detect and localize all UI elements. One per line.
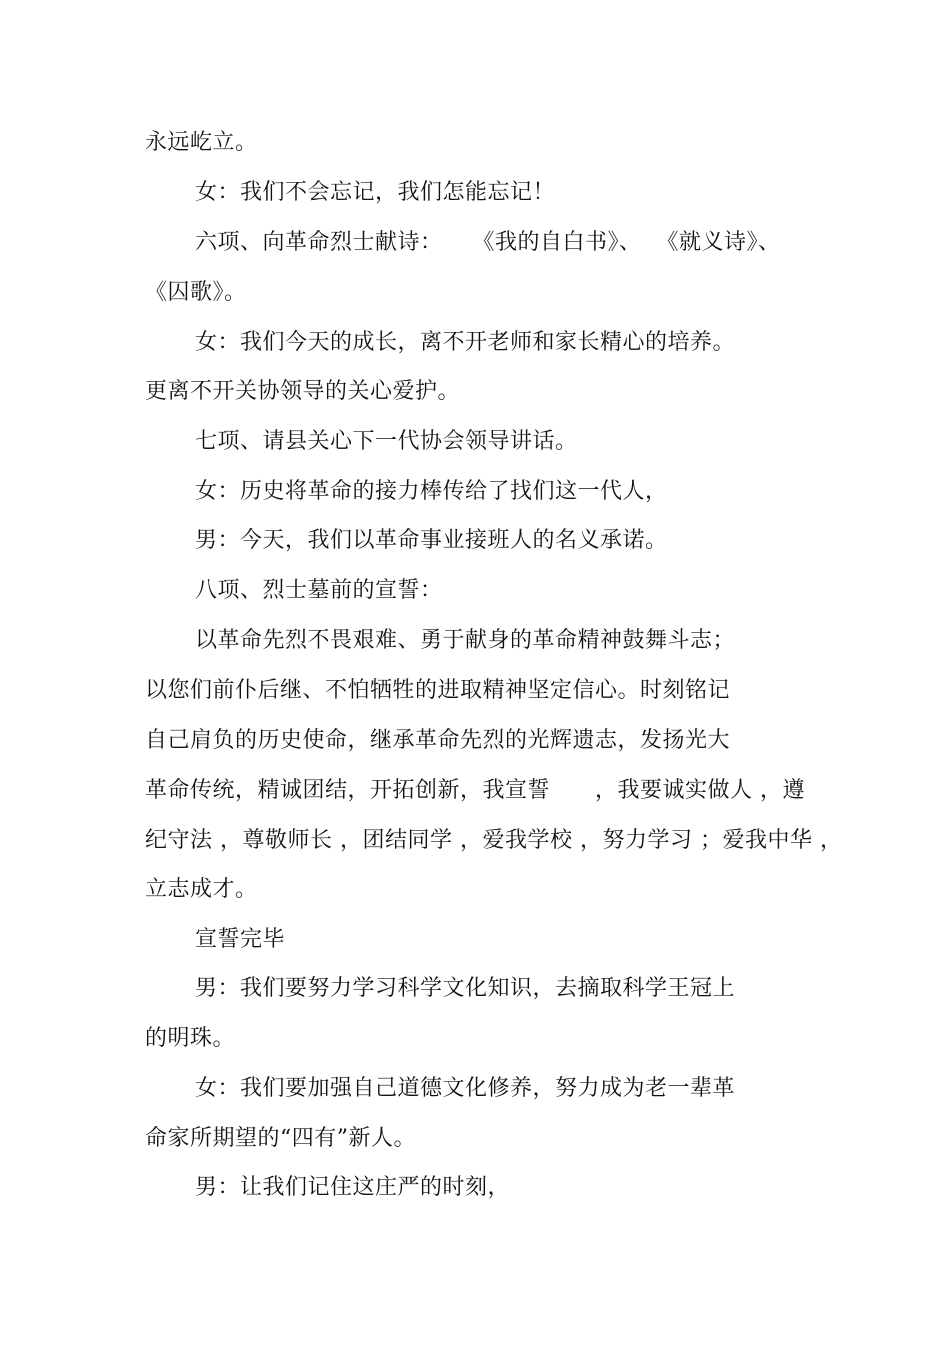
text-line: 的明珠。 — [145, 1026, 236, 1051]
text-line: 七项、请县关心下一代协会领导讲话。 — [195, 429, 578, 454]
text-line: 更离不开关协领导的关心爱护。 — [145, 379, 461, 404]
text-line: 宣誓完毕 — [195, 927, 286, 952]
text-line: 女：我们不会忘记，我们怎能忘记！ — [195, 180, 556, 205]
text-line: 永远屹立。 — [145, 130, 258, 155]
text-line: 男：今天，我们以革命事业接班人的名义承诺。 — [195, 528, 668, 553]
text-line: 纪守法 ，尊敬师长 ，团结同学 ，爱我学校 ，努力学习 ；爱我中华 ， — [145, 828, 843, 853]
text-line: 《囚歌》。 — [145, 280, 247, 305]
text-line: 八项、烈士墓前的宣誓： — [195, 578, 443, 603]
text-line: 以革命先烈不畏艰难、勇于献身的革命精神鼓舞斗志； — [195, 628, 736, 653]
text-line: 立志成才。 — [145, 877, 258, 902]
text-line: 男：让我们记住这庄严的时刻， — [195, 1175, 511, 1200]
text-line: 六项、向革命烈士献诗： 《我的自白书》、 《就义诗》、 — [195, 230, 781, 255]
text-line: 女：我们今天的成长，离不开老师和家长精心的培养。 — [195, 330, 736, 355]
text-line: 自己肩负的历史使命，继承革命先烈的光辉遗志，发扬光大 — [145, 728, 731, 753]
text-line: 革命传统，精诚团结，开拓创新，我宣誓 ，我要诚实做人 ，遵 — [145, 778, 805, 803]
text-line: 以您们前仆后继、不怕牺牲的进取精神坚定信心。时刻铭记 — [145, 678, 731, 703]
text-line: 命家所期望的“四有”新人。 — [145, 1126, 416, 1151]
text-line: 女：历史将革命的接力棒传给了找们这一代人， — [195, 479, 668, 504]
text-line: 女：我们要加强自己道德文化修养，努力成为老一辈革 — [195, 1076, 736, 1101]
text-line: 男：我们要努力学习科学文化知识，去摘取科学王冠上 — [195, 976, 736, 1001]
